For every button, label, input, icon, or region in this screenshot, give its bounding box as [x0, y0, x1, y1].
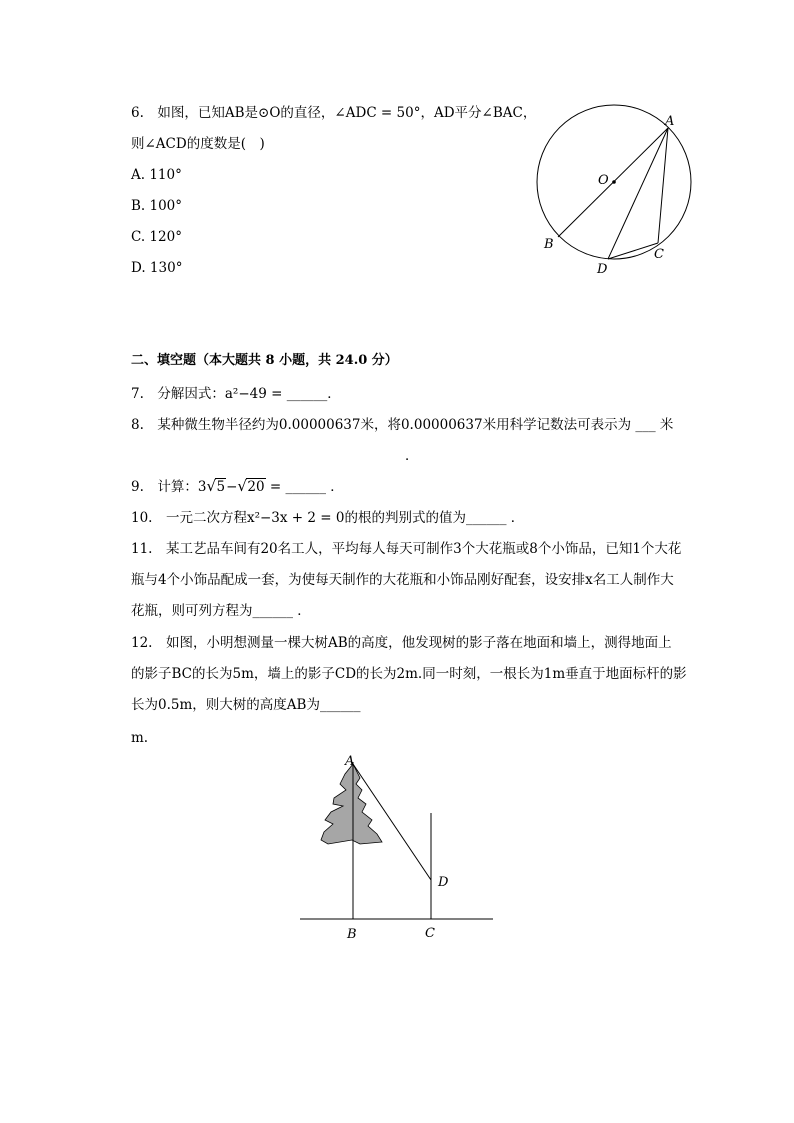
q6-option-d: D. 130° — [131, 260, 183, 276]
q11-line2: 瓶与4个小饰品配成一套，为使每天制作的大花瓶和小饰品刚好配套，设安排x名工人制作大 — [131, 572, 674, 588]
label-c: C — [654, 247, 664, 262]
label-a: A — [665, 114, 675, 129]
q6-option-c: C. 120° — [131, 229, 182, 245]
label-b: B — [347, 927, 357, 942]
q6-option-b: B. 100° — [131, 198, 183, 214]
label-c: C — [425, 926, 435, 941]
q11-line1: 11. 某工艺品车间有20名工人，平均每人每天可制作3个大花瓶或8个小饰品，已知1个大花 — [131, 541, 682, 557]
q9-sqrt-2: √ 20 — [237, 477, 265, 495]
q10: 10. 一元二次方程x²−3x + 2 = 0的根的判别式的值为______ ． — [131, 510, 525, 526]
q9-suffix: = ______ ． — [265, 479, 344, 495]
center-point — [612, 180, 616, 184]
q8-line2: ． — [405, 448, 419, 464]
q9-minus: − — [226, 479, 238, 495]
tree-crown-shape — [321, 764, 382, 844]
q9-sqrt-1: √ 5 — [206, 477, 226, 495]
section-title: 二、填空题（本大题共 8 小题，共 24.0 分） — [131, 353, 398, 368]
q11-line3: 花瓶，则可列方程为______ ． — [131, 603, 311, 619]
q12-line3: 长为0.5m，则大树的高度AB为______ — [131, 697, 361, 713]
segment-ad — [608, 128, 668, 259]
q12-line2: 的影子BC的长为5m，墙上的影子CD的长为2m.同一时刻，一根长为1m垂直于地面标杆的影 — [131, 666, 687, 682]
label-d: D — [597, 262, 608, 277]
q9-radicand-1: 5 — [216, 479, 226, 495]
q12-tree-figure — [0, 740, 794, 970]
label-a: A — [345, 754, 355, 769]
q6-circle-figure — [0, 0, 794, 300]
q9-radicand-2: 20 — [247, 479, 265, 495]
label-d: D — [438, 875, 449, 890]
q6-stem-line2: 则∠ACD的度数是( ) — [131, 136, 265, 152]
label-o: O — [598, 173, 609, 188]
q9-prefix: 9. 计算：3 — [131, 479, 207, 495]
q8-line1: 8. 某种微生物半径约为0.00000637米，将0.00000637米用科学记数法可表示为 ___ 米 — [131, 417, 674, 433]
label-b: B — [544, 237, 554, 252]
segment-ac — [658, 128, 668, 243]
q6-stem-line1: 6. 如图，已知AB是⊙O的直径，∠ADC = 50°，AD平分∠BAC， — [131, 105, 537, 121]
q12-line1: 12. 如图，小明想测量一棵大树AB的高度，他发现树的影子落在地面和墙上，测得地面上 — [131, 635, 672, 651]
q7: 7. 分解因式：a²−49 = ______． — [131, 386, 341, 402]
q12-line4: m. — [131, 730, 149, 746]
q9 — [131, 478, 344, 496]
q6-option-a: A. 110° — [131, 167, 182, 183]
